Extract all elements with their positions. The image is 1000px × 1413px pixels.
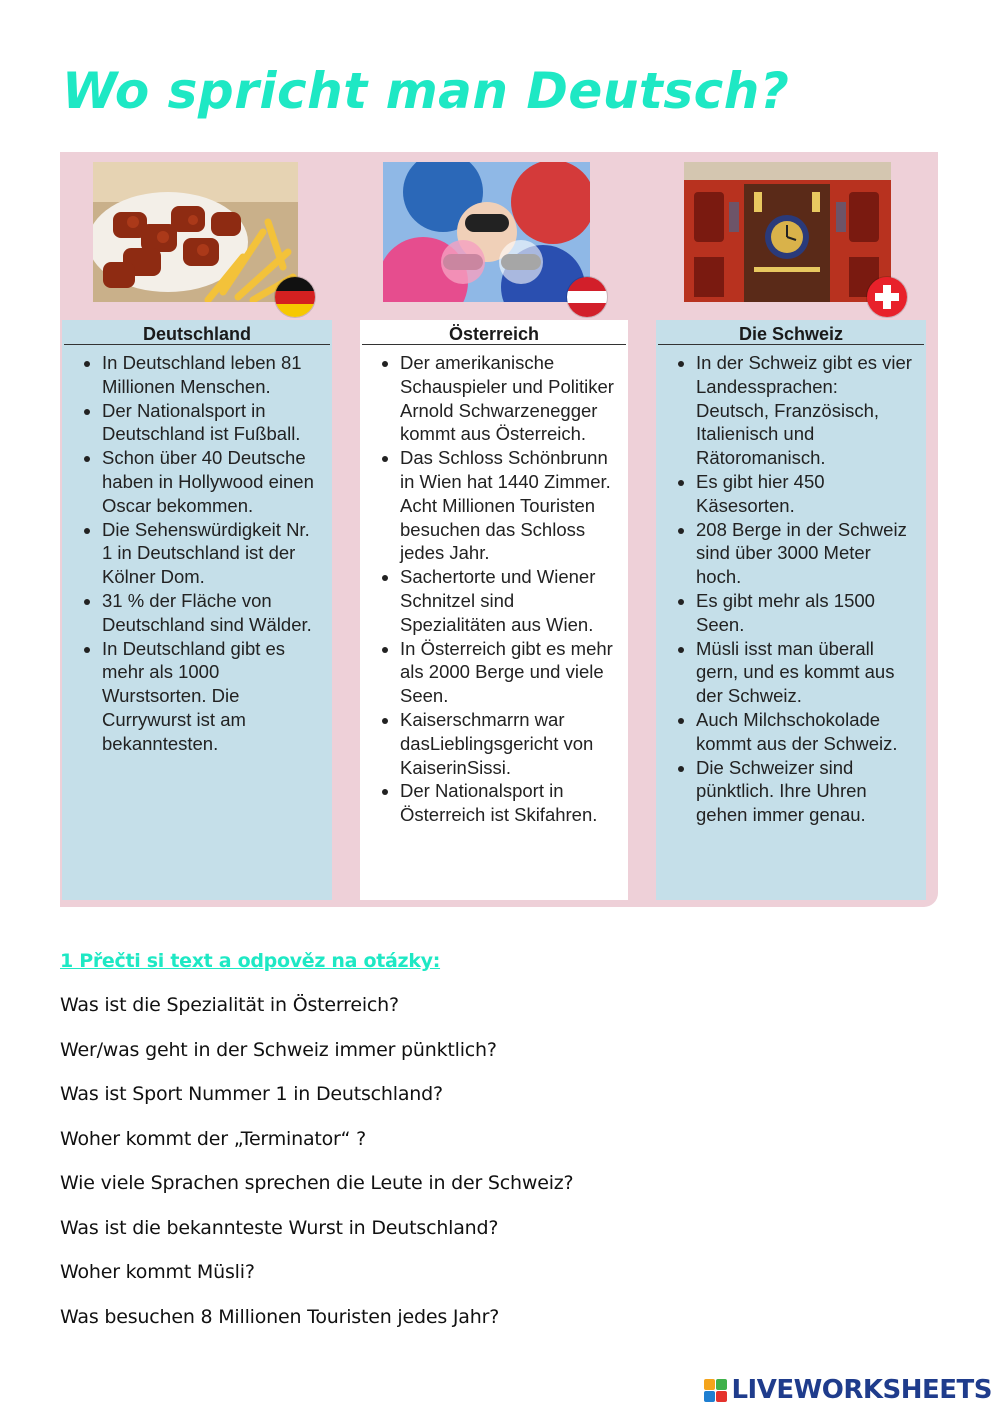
list-item: • Die Sehenswürdigkeit Nr. 1 in Deutschland ist der Kölner Dom. (102, 518, 322, 589)
question: Was besuchen 8 Millionen Touristen jedes Jahr? (60, 1305, 500, 1328)
question: Was ist Sport Nummer 1 in Deutschland? (60, 1083, 443, 1105)
town-hall-photo (684, 162, 891, 302)
list-item: • 208 Berge in der Schweiz sind über 3000 Meter hoch. (696, 518, 916, 589)
list-item: • Sachertorte und Wiener Schnitzel sind Spezialitäten aus Wien. (400, 565, 618, 636)
list-item: • In der Schweiz gibt es vier Landessprachen: Deutsch, Französisch, Italienisch und Rätoromanisch. (696, 351, 916, 470)
column-deutschland (62, 320, 332, 900)
list-item: • Es gibt mehr als 1500 Seen. (696, 589, 916, 637)
column-heading: Die Schweiz (658, 320, 924, 345)
list-item: • In Deutschland gibt es mehr als 1000 Wurstsorten. Die Currywurst ist am bekanntesten. (102, 637, 322, 756)
exercise-title: 1 Přečti si text a odpověz na otázky: (60, 950, 441, 972)
column-heading: Deutschland (64, 320, 330, 345)
skiers-photo (383, 162, 590, 302)
list-item: • 31 % der Fläche von Deutschland sind Wälder. (102, 589, 322, 637)
column-oesterreich (360, 320, 628, 900)
liveworksheets-logo-icon (704, 1379, 727, 1402)
list-item: • Es gibt hier 450 Käsesorten. (696, 470, 916, 518)
austrian-flag-icon (566, 276, 608, 318)
list-item: • Schon über 40 Deutsche haben in Hollywood einen Oscar bekommen. (102, 446, 322, 517)
question: Was ist die bekannteste Wurst in Deutschland? (60, 1216, 499, 1239)
list-item: • Auch Milchschokolade kommt aus der Schweiz. (696, 708, 916, 756)
question: Was ist die Spezialität in Österreich? (60, 994, 399, 1016)
liveworksheets-brand[interactable] (704, 1375, 992, 1405)
list-item: • Das Schloss Schönbrunn in Wien hat 1440 Zimmer. Acht Millionen Touristen besuchen das Schloss jedes Jahr. (400, 446, 618, 565)
brand-name: LIVEWORKSHEETS (731, 1375, 992, 1405)
fact-list (360, 351, 628, 827)
list-item: • Der amerikanische Schauspieler und Politiker Arnold Schwarzenegger kommt aus Österreich. (400, 351, 618, 446)
question: Wie viele Sprachen sprechen die Leute in der Schweiz? (60, 1172, 574, 1194)
list-item: • Müsli isst man überall gern, und es kommt aus der Schweiz. (696, 637, 916, 708)
list-item: • Der Nationalsport in Deutschland ist Fußball. (102, 399, 322, 447)
column-heading: Österreich (362, 320, 626, 345)
fact-list (656, 351, 926, 827)
question: Woher kommt Müsli? (60, 1261, 255, 1283)
list-item: • In Deutschland leben 81 Millionen Menschen. (102, 351, 322, 399)
list-item: • Kaiserschmarrn war dasLieblingsgericht von KaiserinSissi. (400, 708, 618, 779)
fact-list (62, 351, 332, 756)
list-item: • In Österreich gibt es mehr als 2000 Berge und viele Seen. (400, 637, 618, 708)
question: Wer/was geht in der Schweiz immer pünktlich? (60, 1038, 497, 1061)
question-list (60, 992, 573, 1348)
question: Woher kommt der „Terminator“ ? (60, 1127, 367, 1150)
currywurst-photo (93, 162, 298, 302)
list-item: • Der Nationalsport in Österreich ist Skifahren. (400, 779, 618, 827)
page-title: Wo spricht man Deutsch? (62, 62, 790, 120)
swiss-flag-icon (866, 276, 908, 318)
german-flag-icon (274, 276, 316, 318)
column-schweiz (656, 320, 926, 900)
list-item: • Die Schweizer sind pünktlich. Ihre Uhren gehen immer genau. (696, 756, 916, 827)
